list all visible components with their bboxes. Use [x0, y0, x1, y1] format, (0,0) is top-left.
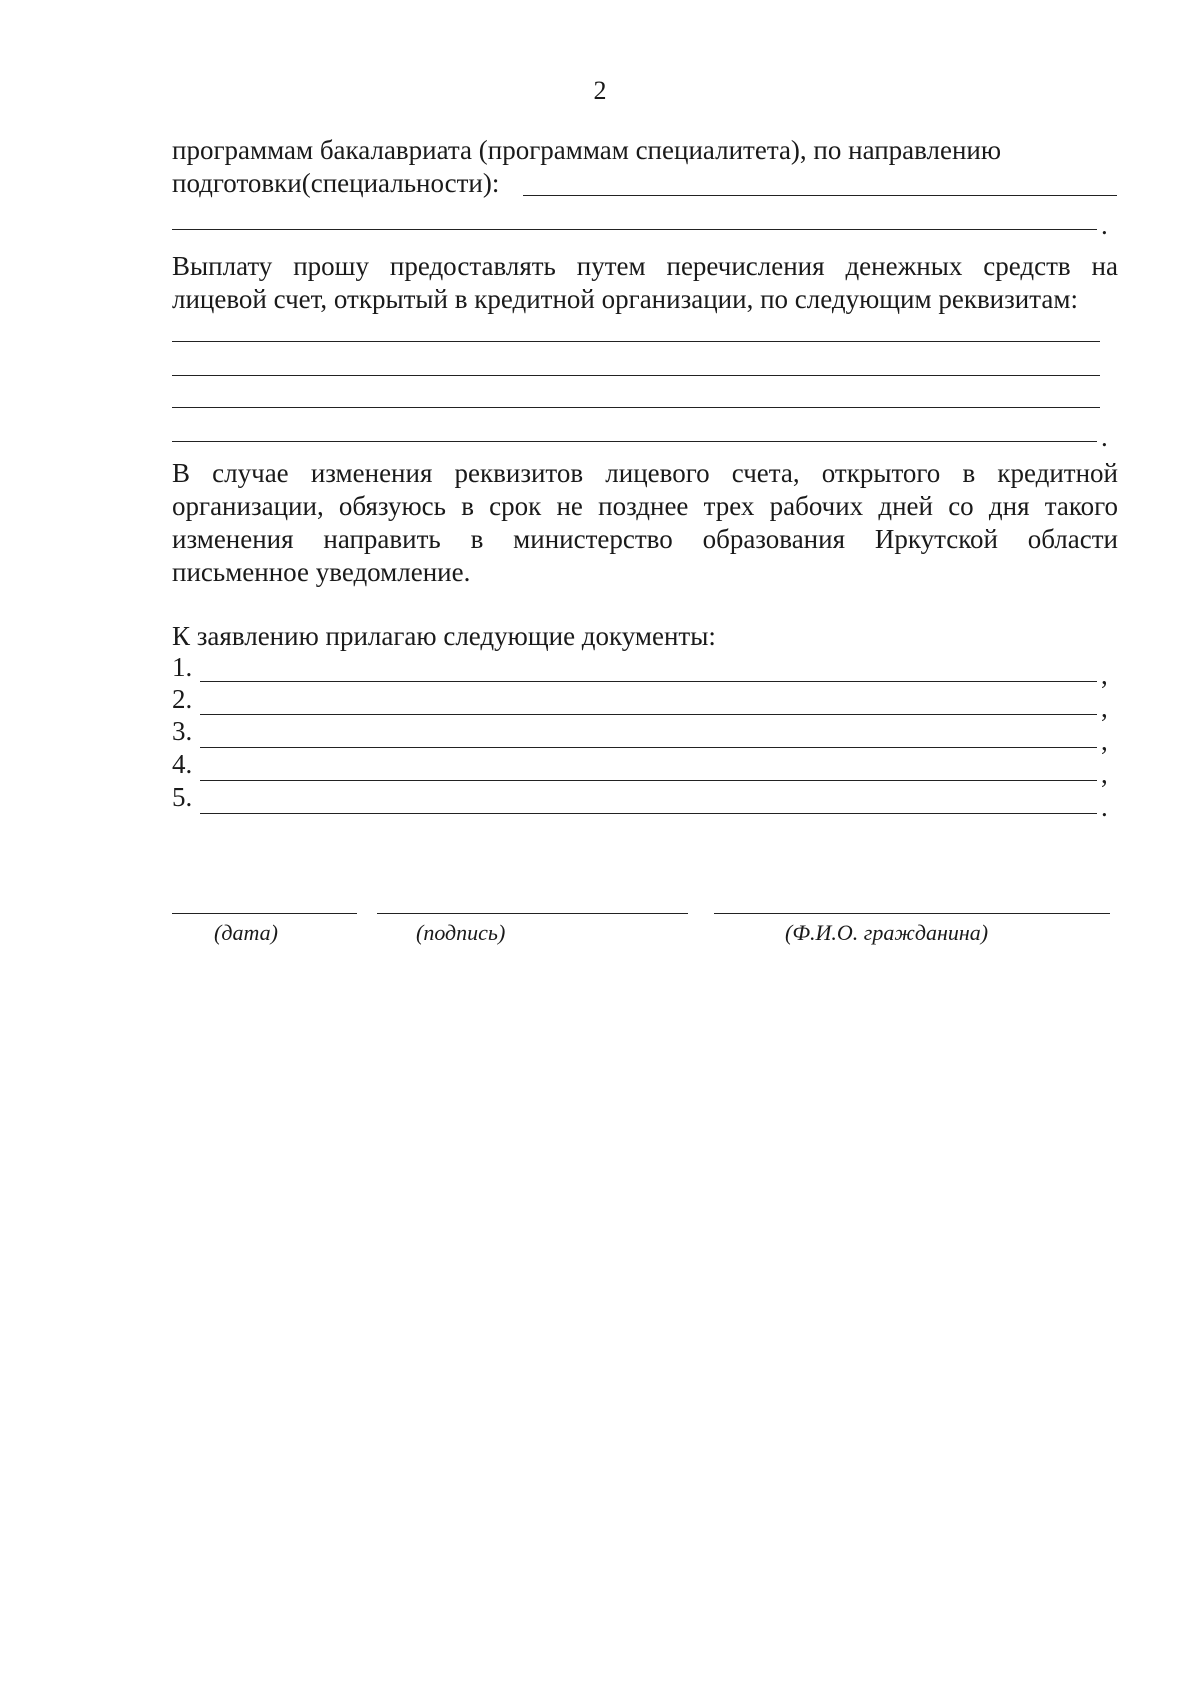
program-text-line2: подготовки(специальности): — [172, 168, 500, 198]
specialty-input-line[interactable] — [523, 195, 1117, 196]
requisites-line-2[interactable] — [172, 375, 1100, 376]
program-paragraph — [172, 134, 1118, 167]
requisites-end-mark: . — [1101, 422, 1108, 452]
attachment-end-mark: , — [1101, 660, 1108, 690]
attachment-line-1[interactable] — [200, 681, 1097, 682]
signature-line[interactable] — [377, 913, 688, 914]
full-name-line[interactable] — [714, 913, 1110, 914]
attachment-number: 5. — [172, 782, 193, 812]
payment-paragraph: Выплату прошу предоставлять путем перечисления денежных средств на лицевой счет, открытый в кредитной организации, по следующим реквизитам: — [172, 251, 1118, 314]
attachment-number: 3. — [172, 716, 193, 746]
attachment-line-2[interactable] — [200, 714, 1097, 715]
specialty-end-mark: . — [1101, 210, 1108, 240]
attachment-number: 4. — [172, 749, 193, 779]
attachment-number: 1. — [172, 652, 193, 682]
specialty-input-line-2[interactable] — [172, 229, 1097, 230]
attachments-heading: К заявлению прилагаю следующие документы: — [172, 621, 716, 651]
date-label: (дата) — [214, 920, 278, 945]
attachment-line-4[interactable] — [200, 780, 1097, 781]
attachment-end-mark: , — [1101, 759, 1108, 789]
full-name-label: (Ф.И.О. гражданина) — [785, 920, 989, 945]
requisites-line-3[interactable] — [172, 407, 1100, 408]
requisites-line-1[interactable] — [172, 341, 1100, 342]
attachment-line-5[interactable] — [200, 813, 1097, 814]
page-number: 2 — [593, 76, 607, 105]
attachment-end-mark: . — [1101, 792, 1108, 822]
date-signature-line[interactable] — [172, 913, 357, 914]
attachment-end-mark: , — [1101, 693, 1108, 723]
signature-label: (подпись) — [416, 920, 506, 945]
requisites-line-4[interactable] — [172, 441, 1097, 442]
attachment-number: 2. — [172, 684, 193, 714]
attachment-end-mark: , — [1101, 726, 1108, 756]
program-text-line1: программам бакалавриата (программам специалитета), по направлению — [172, 135, 1002, 165]
attachment-line-3[interactable] — [200, 747, 1097, 748]
change-notice-paragraph: В случае изменения реквизитов лицевого счета, открытого в кредитной организации, обязуюсь в срок не позднее трех рабочих дней со дня такого изменения направить в министерство образования Иркутской области письменное уведомление. — [172, 458, 1118, 587]
